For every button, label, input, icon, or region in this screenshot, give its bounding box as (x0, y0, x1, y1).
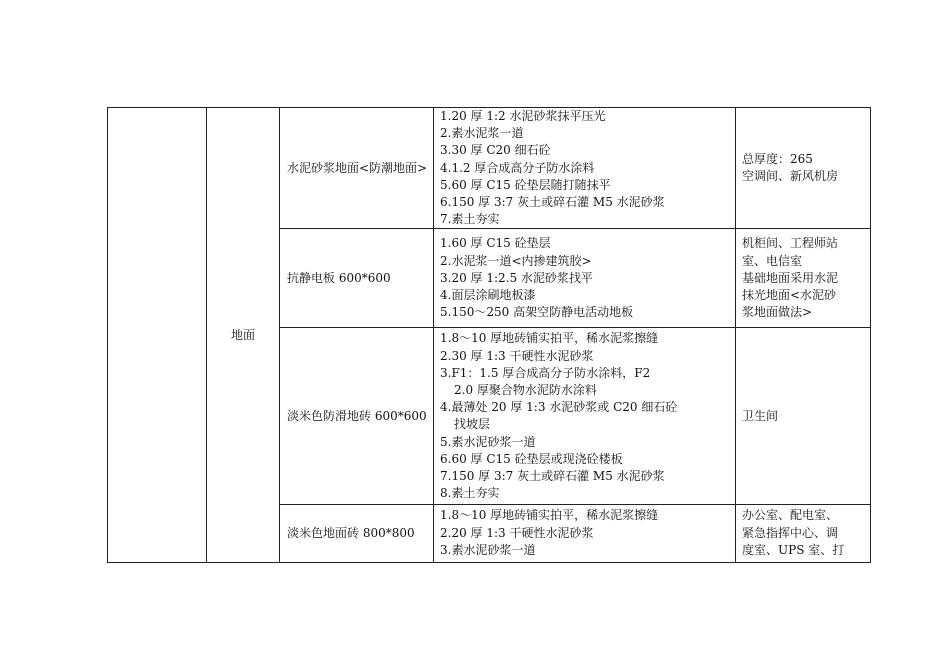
note-line: 总厚度：265 (742, 152, 813, 166)
construction-steps (434, 328, 736, 505)
step-line: 3.30 厚 C20 细石砼 (440, 143, 551, 158)
construction-steps (434, 505, 736, 563)
note-line: 卫生间 (742, 408, 779, 423)
step-line: 7.150 厚 3:7 灰土或碎石灌 M5 水泥砂浆 (440, 469, 665, 484)
step-line: 8.素土夯实 (440, 486, 500, 501)
material-name: 抗静电板 600*600 (280, 229, 434, 328)
note-line: 抹光地面<水泥砂 (742, 288, 837, 303)
step-line: 2.0 厚聚合物水泥防水涂料 (454, 383, 597, 398)
step-line: 2.素水泥浆一道 (440, 126, 524, 141)
step-line: 4.面层涂刷地板漆 (440, 288, 536, 303)
construction-steps (434, 229, 736, 328)
blank-cell (108, 108, 207, 563)
step-line: 3.F1：1.5 厚合成高分子防水涂料，F2 (440, 365, 651, 380)
step-line: 3.素水泥砂浆一道 (440, 542, 536, 557)
material-name: 水泥砂浆地面<防潮地面> (280, 108, 434, 229)
step-line: 6.150 厚 3:7 灰土或碎石灌 M5 水泥砂浆 (440, 195, 665, 210)
usage-note (736, 328, 871, 505)
usage-note (736, 108, 871, 229)
note-line: 室、电信室 (742, 253, 803, 268)
usage-note (736, 229, 871, 328)
step-line: 3.20 厚 1:2.5 水泥砂浆找平 (440, 270, 593, 285)
note-line: 办公室、配电室、 (742, 508, 839, 523)
step-line: 5.150～250 高架空防静电活动地板 (440, 305, 634, 320)
material-name: 淡米色防滑地砖 600*600 (280, 328, 434, 505)
step-line: 1.20 厚 1:2 水泥砂浆抹平压光 (440, 109, 606, 123)
usage-note (736, 505, 871, 563)
step-line: 2.30 厚 1:3 干硬性水泥砂浆 (440, 348, 594, 363)
material-name: 淡米色地面砖 800*800 (280, 505, 434, 563)
category-cell: 地面 (207, 108, 280, 563)
step-line: 1.60 厚 C15 砼垫层 (440, 236, 551, 251)
step-line: 1.8～10 厚地砖铺实拍平，稀水泥浆擦缝 (440, 508, 659, 523)
step-line: 2.水泥浆一道<内掺建筑胶> (440, 253, 592, 268)
note-line: 空调间、新风机房 (742, 169, 839, 184)
step-line: 5.60 厚 C15 砼垫层随打随抹平 (440, 177, 611, 192)
step-line: 找坡层 (454, 417, 491, 432)
note-line: 基础地面采用水泥 (742, 270, 839, 285)
construction-steps (434, 108, 736, 229)
step-line: 1.8～10 厚地砖铺实拍平，稀水泥浆擦缝 (440, 331, 659, 346)
note-line: 机柜间、工程师站 (742, 236, 839, 251)
step-line: 2.20 厚 1:3 干硬性水泥砂浆 (440, 525, 594, 540)
step-line: 6.60 厚 C15 砼垫层或现浇砼楼板 (440, 451, 623, 466)
step-line: 4.最薄处 20 厚 1:3 水泥砂浆或 C20 细石砼 (440, 400, 678, 415)
step-line: 7.素土夯实 (440, 212, 500, 227)
floor-spec-table (107, 107, 871, 563)
note-line: 度室、UPS 室、打 (742, 542, 845, 557)
note-line: 浆地面做法> (742, 305, 813, 320)
note-line: 紧急指挥中心、调 (742, 525, 839, 540)
table-row (108, 108, 871, 229)
step-line: 5.素水泥砂浆一道 (440, 434, 536, 449)
step-line: 4.1.2 厚合成高分子防水涂料 (440, 160, 595, 175)
